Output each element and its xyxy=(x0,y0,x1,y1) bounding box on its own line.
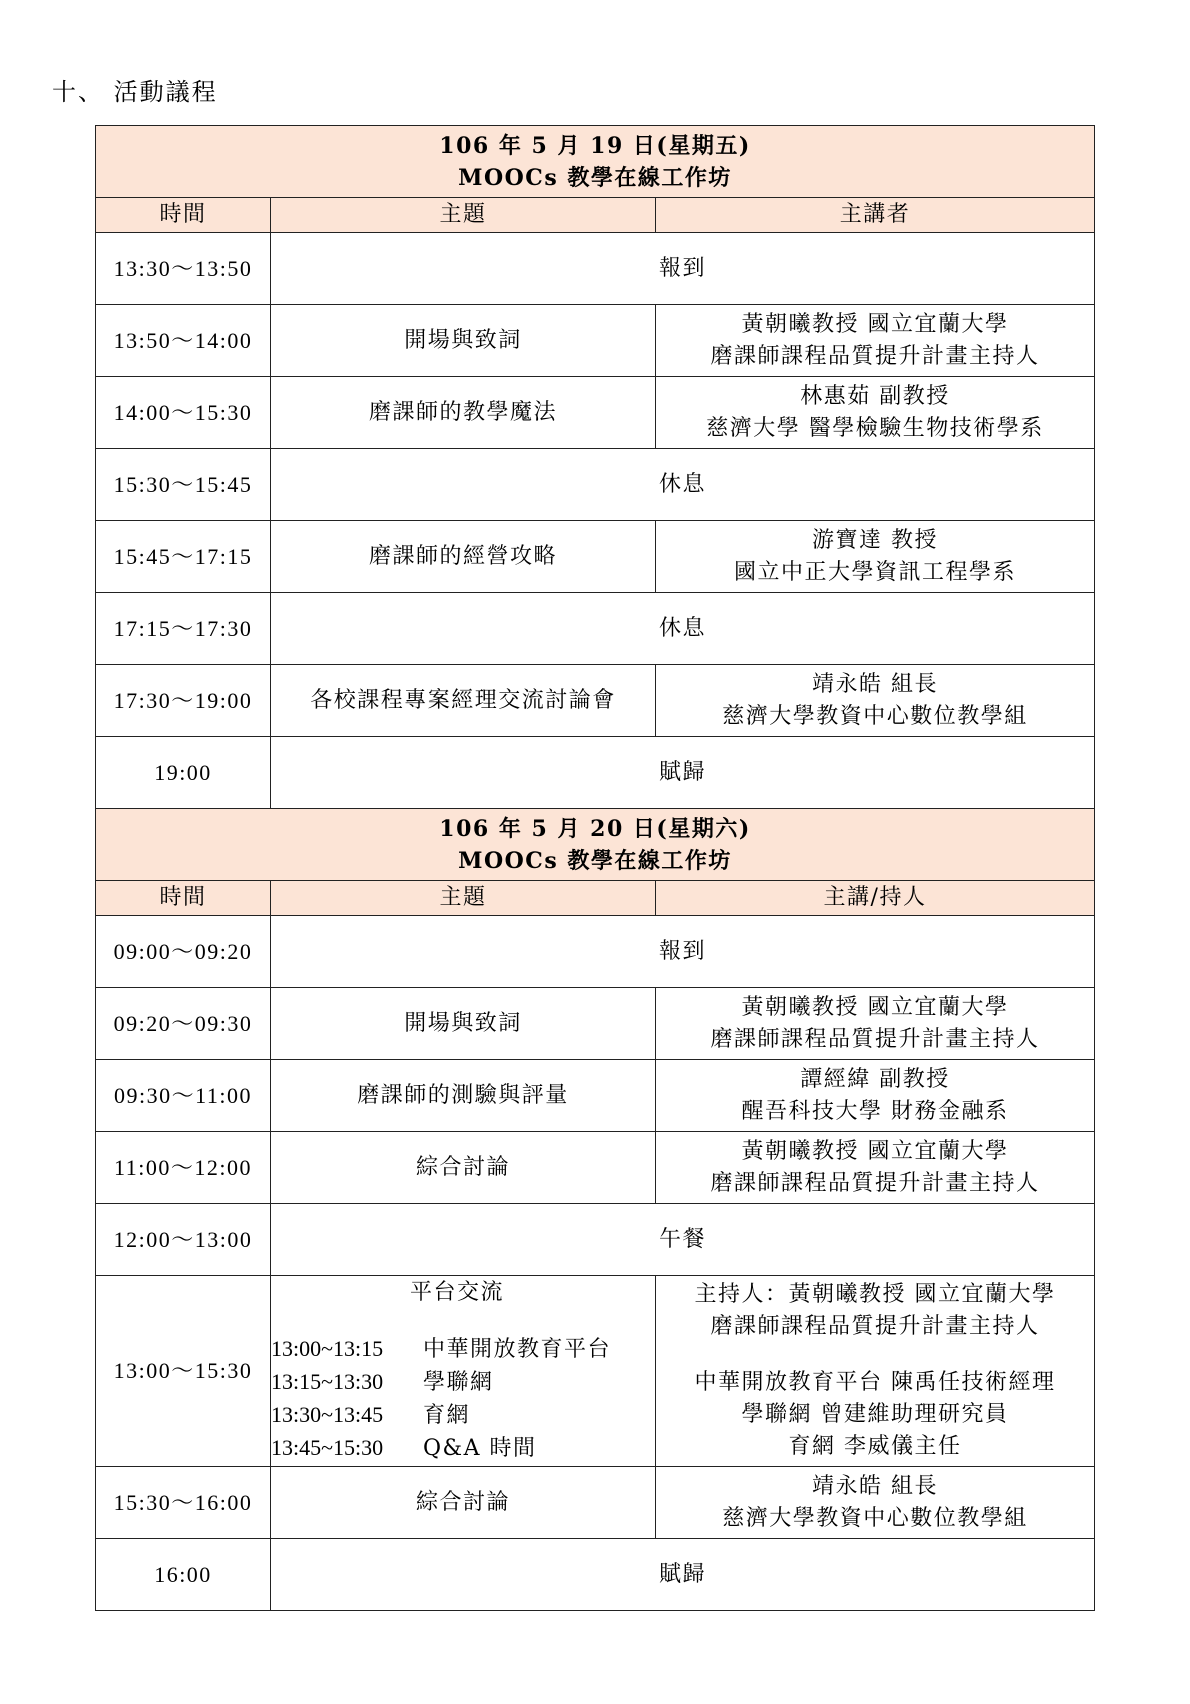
column-header-row xyxy=(96,198,1095,233)
table-row xyxy=(96,521,1095,593)
table-row xyxy=(96,665,1095,737)
day-title: 106 年 5 月 20 日(星期六) MOOCs 教學在線工作坊 xyxy=(96,809,1095,881)
time-cell: 15:45～17:15 xyxy=(96,521,271,593)
speaker-cell: 靖永皓 組長 慈濟大學教資中心數位教學組 xyxy=(656,1467,1095,1539)
topic-cell: 磨課師的教學魔法 xyxy=(271,377,656,449)
table-row xyxy=(96,1467,1095,1539)
time-cell: 17:15～17:30 xyxy=(96,593,271,665)
session-item: 13:15~13:30 學聯網 xyxy=(271,1369,494,1395)
col-header-speaker: 主講者 xyxy=(656,198,1095,233)
merged-cell: 賦歸 xyxy=(271,737,1095,809)
day-title-row xyxy=(96,809,1095,881)
session-item: 13:30~13:45 育網 xyxy=(271,1402,471,1428)
time-cell: 13:50～14:00 xyxy=(96,305,271,377)
platform-exchange-row xyxy=(96,1276,1095,1467)
col-header-time: 時間 xyxy=(96,881,271,916)
speaker-cell: 黃朝曦教授 國立宜蘭大學 磨課師課程品質提升計畫主持人 xyxy=(656,1132,1095,1204)
speaker-cell: 黃朝曦教授 國立宜蘭大學 磨課師課程品質提升計畫主持人 xyxy=(656,988,1095,1060)
time-cell: 11:00～12:00 xyxy=(96,1132,271,1204)
speaker-cell: 游寶達 教授 國立中正大學資訊工程學系 xyxy=(656,521,1095,593)
merged-cell: 午餐 xyxy=(271,1204,1095,1276)
topic-cell: 綜合討論 xyxy=(271,1467,656,1539)
col-header-time: 時間 xyxy=(96,198,271,233)
column-header-row xyxy=(96,881,1095,916)
time-cell: 13:30～13:50 xyxy=(96,233,271,305)
table-row xyxy=(96,988,1095,1060)
col-header-topic: 主題 xyxy=(271,198,656,233)
topic-cell xyxy=(271,1276,656,1467)
topic-cell: 開場與致詞 xyxy=(271,305,656,377)
time-cell: 09:00～09:20 xyxy=(96,916,271,988)
time-cell: 09:30～11:00 xyxy=(96,1060,271,1132)
topic-cell: 磨課師的測驗與評量 xyxy=(271,1060,656,1132)
time-cell: 15:30～16:00 xyxy=(96,1467,271,1539)
table-row xyxy=(96,1539,1095,1611)
table-row xyxy=(96,593,1095,665)
speaker-cell: 林惠茹 副教授 慈濟大學 醫學檢驗生物技術學系 xyxy=(656,377,1095,449)
time-cell: 09:20～09:30 xyxy=(96,988,271,1060)
table-row xyxy=(96,916,1095,988)
topic-cell: 綜合討論 xyxy=(271,1132,656,1204)
time-cell: 12:00～13:00 xyxy=(96,1204,271,1276)
table-row xyxy=(96,377,1095,449)
table-row xyxy=(96,233,1095,305)
speaker-cell: 黃朝曦教授 國立宜蘭大學 磨課師課程品質提升計畫主持人 xyxy=(656,305,1095,377)
topic-cell: 各校課程專案經理交流討論會 xyxy=(271,665,656,737)
col-header-speaker: 主講/持人 xyxy=(656,881,1095,916)
topic-cell: 開場與致詞 xyxy=(271,988,656,1060)
merged-cell: 休息 xyxy=(271,593,1095,665)
merged-cell: 休息 xyxy=(271,449,1095,521)
day-title-row xyxy=(96,126,1095,198)
col-header-topic: 主題 xyxy=(271,881,656,916)
time-cell: 14:00～15:30 xyxy=(96,377,271,449)
speaker-cell: 主持人：黃朝曦教授 國立宜蘭大學 磨課師課程品質提升計畫主持人 中華開放教育平台 陳禹任技術經理 學聯網 曾建維助理研究員 育網 李威儀主任 xyxy=(656,1276,1095,1467)
table-row xyxy=(96,1204,1095,1276)
time-cell: 19:00 xyxy=(96,737,271,809)
table-row xyxy=(96,1060,1095,1132)
speaker-cell: 譚經緯 副教授 醒吾科技大學 財務金融系 xyxy=(656,1060,1095,1132)
merged-cell: 報到 xyxy=(271,233,1095,305)
time-cell: 17:30～19:00 xyxy=(96,665,271,737)
speaker-cell: 靖永皓 組長 慈濟大學教資中心數位教學組 xyxy=(656,665,1095,737)
topic-cell: 磨課師的經營攻略 xyxy=(271,521,656,593)
platform-topic-title: 平台交流 xyxy=(409,1280,504,1305)
day-title: 106 年 5 月 19 日(星期五) MOOCs 教學在線工作坊 xyxy=(96,126,1095,198)
section-heading: 十、 活動議程 xyxy=(52,78,218,106)
merged-cell: 報到 xyxy=(271,916,1095,988)
session-item: 13:45~15:30 Q&A 時間 xyxy=(271,1435,537,1461)
table-row xyxy=(96,449,1095,521)
table-row xyxy=(96,737,1095,809)
time-cell: 16:00 xyxy=(96,1539,271,1611)
agenda-table xyxy=(95,125,1095,1611)
time-cell: 15:30～15:45 xyxy=(96,449,271,521)
table-row xyxy=(96,1132,1095,1204)
table-row xyxy=(96,305,1095,377)
session-item: 13:00~13:15 中華開放教育平台 xyxy=(271,1336,612,1362)
time-cell: 13:00～15:30 xyxy=(96,1276,271,1467)
merged-cell: 賦歸 xyxy=(271,1539,1095,1611)
